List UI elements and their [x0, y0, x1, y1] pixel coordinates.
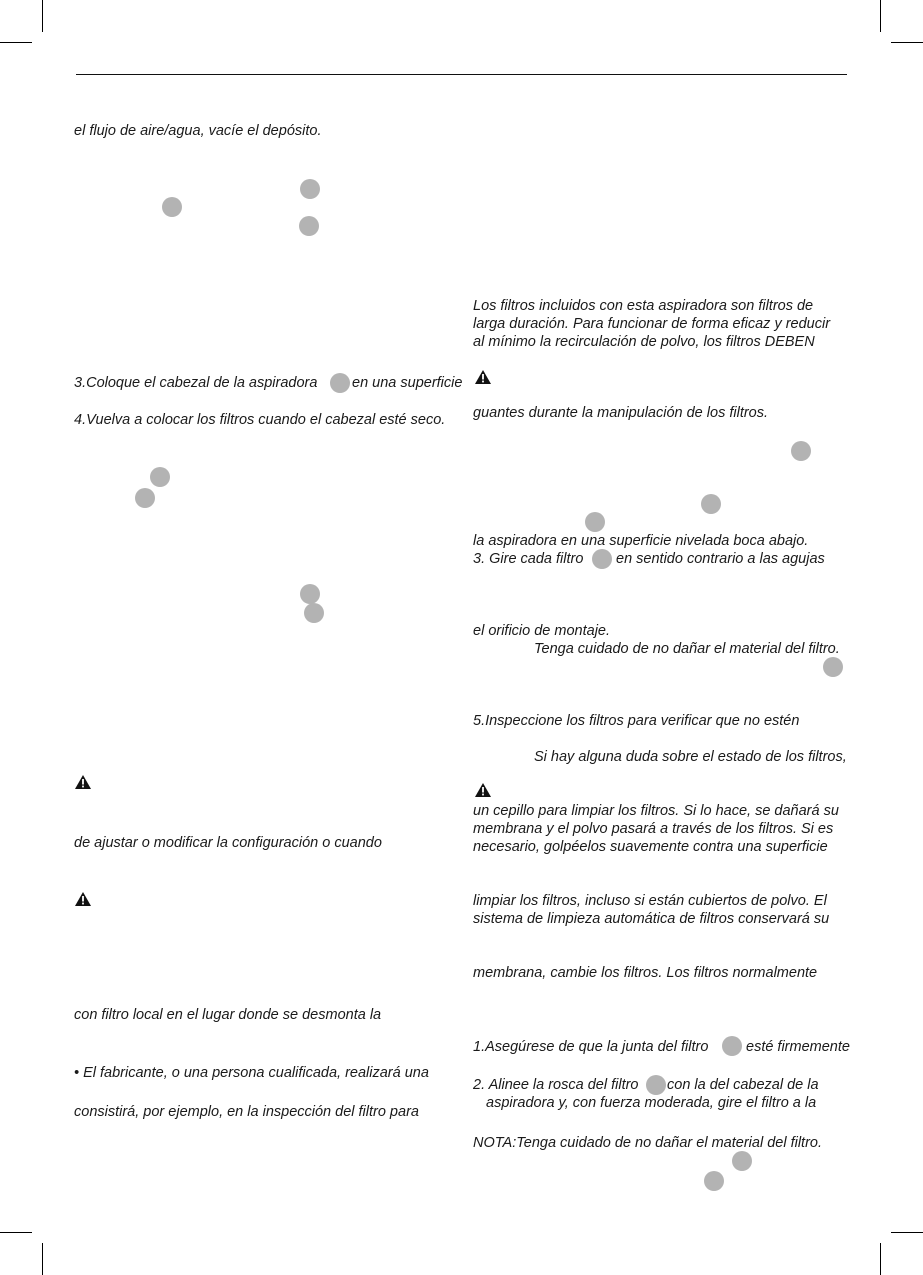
right-line: 2. Alinee la rosca del filtro — [473, 1077, 639, 1093]
right-line: Los filtros incluidos con esta aspiradora son filtros de — [473, 298, 814, 314]
callout-circle-icon — [732, 1151, 752, 1171]
crop-mark — [0, 42, 32, 43]
right-line: membrana, cambie los filtros. Los filtros normalmente — [473, 965, 818, 981]
right-line: limpiar los filtros, incluso si están cubiertos de polvo. El — [473, 893, 827, 909]
left-line: 4.Vuelva a colocar los filtros cuando el cabezal esté seco. — [74, 412, 446, 428]
callout-circle-icon — [135, 488, 155, 508]
crop-mark — [891, 1232, 923, 1233]
right-line: sistema de limpieza automática de filtros conservará su — [473, 911, 830, 927]
callout-circle-icon — [330, 373, 350, 393]
callout-circle-icon — [304, 603, 324, 623]
callout-circle-icon — [162, 197, 182, 217]
callout-circle-icon — [592, 549, 612, 569]
left-line: el flujo de aire/agua, vacíe el depósito. — [74, 123, 322, 139]
right-line: con la del cabezal de la — [667, 1077, 819, 1093]
header-rule — [76, 74, 847, 75]
warning-triangle-icon — [75, 775, 91, 789]
crop-mark — [0, 1232, 32, 1233]
callout-circle-icon — [791, 441, 811, 461]
crop-mark — [880, 1243, 881, 1275]
right-line: guantes durante la manipulación de los filtros. — [473, 405, 769, 421]
right-line: Tenga cuidado de no dañar el material del filtro. — [534, 641, 840, 657]
left-line: en una superficie — [352, 375, 463, 391]
left-line: con filtro local en el lugar donde se desmonta la — [74, 1007, 382, 1023]
right-line: NOTA:Tenga cuidado de no dañar el material del filtro. — [473, 1135, 823, 1151]
right-line: el orificio de montaje. — [473, 623, 611, 639]
right-line: 1.Asegúrese de que la junta del filtro — [473, 1039, 709, 1055]
crop-mark — [880, 0, 881, 32]
callout-circle-icon — [646, 1075, 666, 1095]
right-line: necesario, golpéelos suavemente contra una superficie — [473, 839, 828, 855]
right-line: esté firmemente — [746, 1039, 850, 1055]
right-line: 3. Gire cada filtro — [473, 551, 584, 567]
callout-circle-icon — [701, 494, 721, 514]
right-line: larga duración. Para funcionar de forma eficaz y reducir — [473, 316, 831, 332]
warning-triangle-icon — [475, 783, 491, 797]
left-line: consistirá, por ejemplo, en la inspección del filtro para — [74, 1104, 419, 1120]
right-line: 5.Inspeccione los filtros para verificar que no estén — [473, 713, 800, 729]
callout-circle-icon — [585, 512, 605, 532]
right-line: membrana y el polvo pasará a través de los filtros. Si es — [473, 821, 834, 837]
left-line: de ajustar o modificar la configuración o cuando — [74, 835, 382, 851]
callout-circle-icon — [823, 657, 843, 677]
callout-circle-icon — [300, 584, 320, 604]
callout-circle-icon — [300, 179, 320, 199]
warning-triangle-icon — [475, 370, 491, 384]
callout-circle-icon — [722, 1036, 742, 1056]
crop-mark — [42, 0, 43, 32]
right-line: Si hay alguna duda sobre el estado de los filtros, — [534, 749, 847, 765]
warning-triangle-icon — [75, 892, 91, 906]
left-line: 3.Coloque el cabezal de la aspiradora — [74, 375, 318, 391]
right-line: un cepillo para limpiar los filtros. Si lo hace, se dañará su — [473, 803, 839, 819]
right-line: en sentido contrario a las agujas — [616, 551, 825, 567]
crop-mark — [42, 1243, 43, 1275]
left-line: • El fabricante, o una persona cualificada, realizará una — [74, 1065, 429, 1081]
crop-mark — [891, 42, 923, 43]
callout-circle-icon — [150, 467, 170, 487]
callout-circle-icon — [704, 1171, 724, 1191]
right-line: la aspiradora en una superficie nivelada boca abajo. — [473, 533, 809, 549]
right-line: aspiradora y, con fuerza moderada, gire el filtro a la — [486, 1095, 817, 1111]
callout-circle-icon — [299, 216, 319, 236]
right-line: al mínimo la recirculación de polvo, los filtros DEBEN — [473, 334, 815, 350]
